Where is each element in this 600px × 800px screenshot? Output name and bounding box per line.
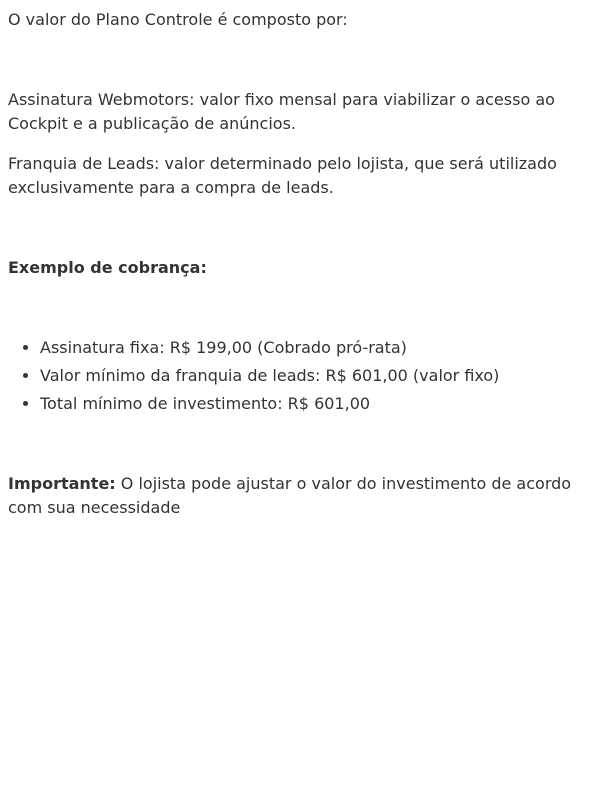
important-text: O lojista pode ajustar o valor do investimento de acordo com sua necessidade bbox=[8, 474, 572, 517]
franchise-paragraph: Franquia de Leads: valor determinado pelo lojista, que será utilizado exclusivamente para a compra de leads. bbox=[8, 154, 557, 197]
subscription-paragraph: Assinatura Webmotors: valor fixo mensal para viabilizar o acesso ao Cockpit e a publicação de anúncios. bbox=[8, 90, 555, 133]
list-item-minimum-total: • Total mínimo de investimento: R$ 601,00 bbox=[40, 392, 592, 416]
list-item-fixed-subscription: • Assinatura fixa: R$ 199,00 (Cobrado pró-rata) bbox=[40, 336, 592, 360]
blank-line bbox=[8, 48, 592, 72]
list-item-minimum-franchise: • Valor mínimo da franquia de leads: R$ 601,00 (valor fixo) bbox=[40, 364, 592, 388]
blank-line bbox=[8, 216, 592, 240]
blank-line bbox=[8, 432, 592, 456]
intro-paragraph: O valor do Plano Controle é composto por: bbox=[8, 10, 348, 29]
billing-example-list bbox=[8, 336, 592, 416]
important-label: Importante: bbox=[8, 474, 116, 493]
important-paragraph bbox=[8, 472, 592, 520]
example-heading: Exemplo de cobrança: bbox=[8, 258, 207, 277]
blank-line bbox=[8, 296, 592, 320]
